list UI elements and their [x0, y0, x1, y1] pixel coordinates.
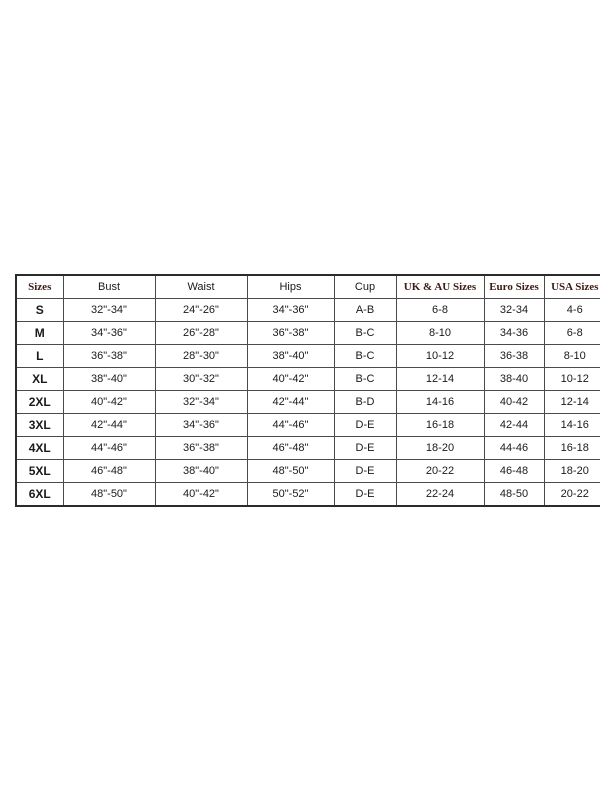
table-row: [16, 414, 600, 437]
euro-cell: 38-40: [484, 368, 544, 391]
bust-cell: 34"-36": [63, 322, 155, 345]
size-cell: L: [16, 345, 63, 368]
usa-cell: 6-8: [544, 322, 600, 345]
hips-cell: 48"-50": [247, 460, 334, 483]
euro-cell: 44-46: [484, 437, 544, 460]
header-uk-au-sizes: UK & AU Sizes: [396, 275, 484, 299]
bust-cell: 36"-38": [63, 345, 155, 368]
uk-au-cell: 6-8: [396, 299, 484, 322]
usa-cell: 18-20: [544, 460, 600, 483]
waist-cell: 28"-30": [155, 345, 247, 368]
usa-cell: 4-6: [544, 299, 600, 322]
euro-cell: 34-36: [484, 322, 544, 345]
cup-cell: B-C: [334, 368, 396, 391]
waist-cell: 26"-28": [155, 322, 247, 345]
size-cell: XL: [16, 368, 63, 391]
uk-au-cell: 16-18: [396, 414, 484, 437]
header-hips: Hips: [247, 275, 334, 299]
hips-cell: 42"-44": [247, 391, 334, 414]
usa-cell: 8-10: [544, 345, 600, 368]
header-row: [16, 275, 600, 299]
cup-cell: D-E: [334, 437, 396, 460]
cup-cell: D-E: [334, 460, 396, 483]
hips-cell: 44"-46": [247, 414, 334, 437]
cup-cell: B-C: [334, 345, 396, 368]
euro-cell: 40-42: [484, 391, 544, 414]
size-cell: M: [16, 322, 63, 345]
hips-cell: 46"-48": [247, 437, 334, 460]
waist-cell: 30"-32": [155, 368, 247, 391]
usa-cell: 16-18: [544, 437, 600, 460]
table-row: [16, 460, 600, 483]
uk-au-cell: 10-12: [396, 345, 484, 368]
euro-cell: 48-50: [484, 483, 544, 507]
cup-cell: B-D: [334, 391, 396, 414]
uk-au-cell: 12-14: [396, 368, 484, 391]
header-sizes: Sizes: [16, 275, 63, 299]
size-cell: 4XL: [16, 437, 63, 460]
cup-cell: D-E: [334, 483, 396, 507]
usa-cell: 12-14: [544, 391, 600, 414]
table-row: [16, 483, 600, 507]
euro-cell: 36-38: [484, 345, 544, 368]
usa-cell: 14-16: [544, 414, 600, 437]
usa-cell: 20-22: [544, 483, 600, 507]
table-row: [16, 437, 600, 460]
waist-cell: 38"-40": [155, 460, 247, 483]
euro-cell: 42-44: [484, 414, 544, 437]
cup-cell: A-B: [334, 299, 396, 322]
cup-cell: D-E: [334, 414, 396, 437]
waist-cell: 34"-36": [155, 414, 247, 437]
uk-au-cell: 14-16: [396, 391, 484, 414]
table-row: [16, 322, 600, 345]
header-cup: Cup: [334, 275, 396, 299]
waist-cell: 32"-34": [155, 391, 247, 414]
size-cell: 5XL: [16, 460, 63, 483]
cup-cell: B-C: [334, 322, 396, 345]
size-cell: 6XL: [16, 483, 63, 507]
size-cell: S: [16, 299, 63, 322]
waist-cell: 36"-38": [155, 437, 247, 460]
header-waist: Waist: [155, 275, 247, 299]
usa-cell: 10-12: [544, 368, 600, 391]
waist-cell: 24"-26": [155, 299, 247, 322]
size-cell: 2XL: [16, 391, 63, 414]
table-row: [16, 391, 600, 414]
uk-au-cell: 20-22: [396, 460, 484, 483]
uk-au-cell: 18-20: [396, 437, 484, 460]
hips-cell: 38"-40": [247, 345, 334, 368]
size-cell: 3XL: [16, 414, 63, 437]
euro-cell: 46-48: [484, 460, 544, 483]
euro-cell: 32-34: [484, 299, 544, 322]
hips-cell: 34"-36": [247, 299, 334, 322]
bust-cell: 42"-44": [63, 414, 155, 437]
size-chart-table: [15, 274, 600, 507]
bust-cell: 38"-40": [63, 368, 155, 391]
table-row: [16, 345, 600, 368]
uk-au-cell: 22-24: [396, 483, 484, 507]
header-euro-sizes: Euro Sizes: [484, 275, 544, 299]
bust-cell: 32"-34": [63, 299, 155, 322]
hips-cell: 36"-38": [247, 322, 334, 345]
uk-au-cell: 8-10: [396, 322, 484, 345]
header-bust: Bust: [63, 275, 155, 299]
bust-cell: 46"-48": [63, 460, 155, 483]
bust-cell: 48"-50": [63, 483, 155, 507]
bust-cell: 44"-46": [63, 437, 155, 460]
waist-cell: 40"-42": [155, 483, 247, 507]
hips-cell: 50"-52": [247, 483, 334, 507]
header-usa-sizes: USA Sizes: [544, 275, 600, 299]
table-row: [16, 368, 600, 391]
bust-cell: 40"-42": [63, 391, 155, 414]
table-row: [16, 299, 600, 322]
hips-cell: 40"-42": [247, 368, 334, 391]
